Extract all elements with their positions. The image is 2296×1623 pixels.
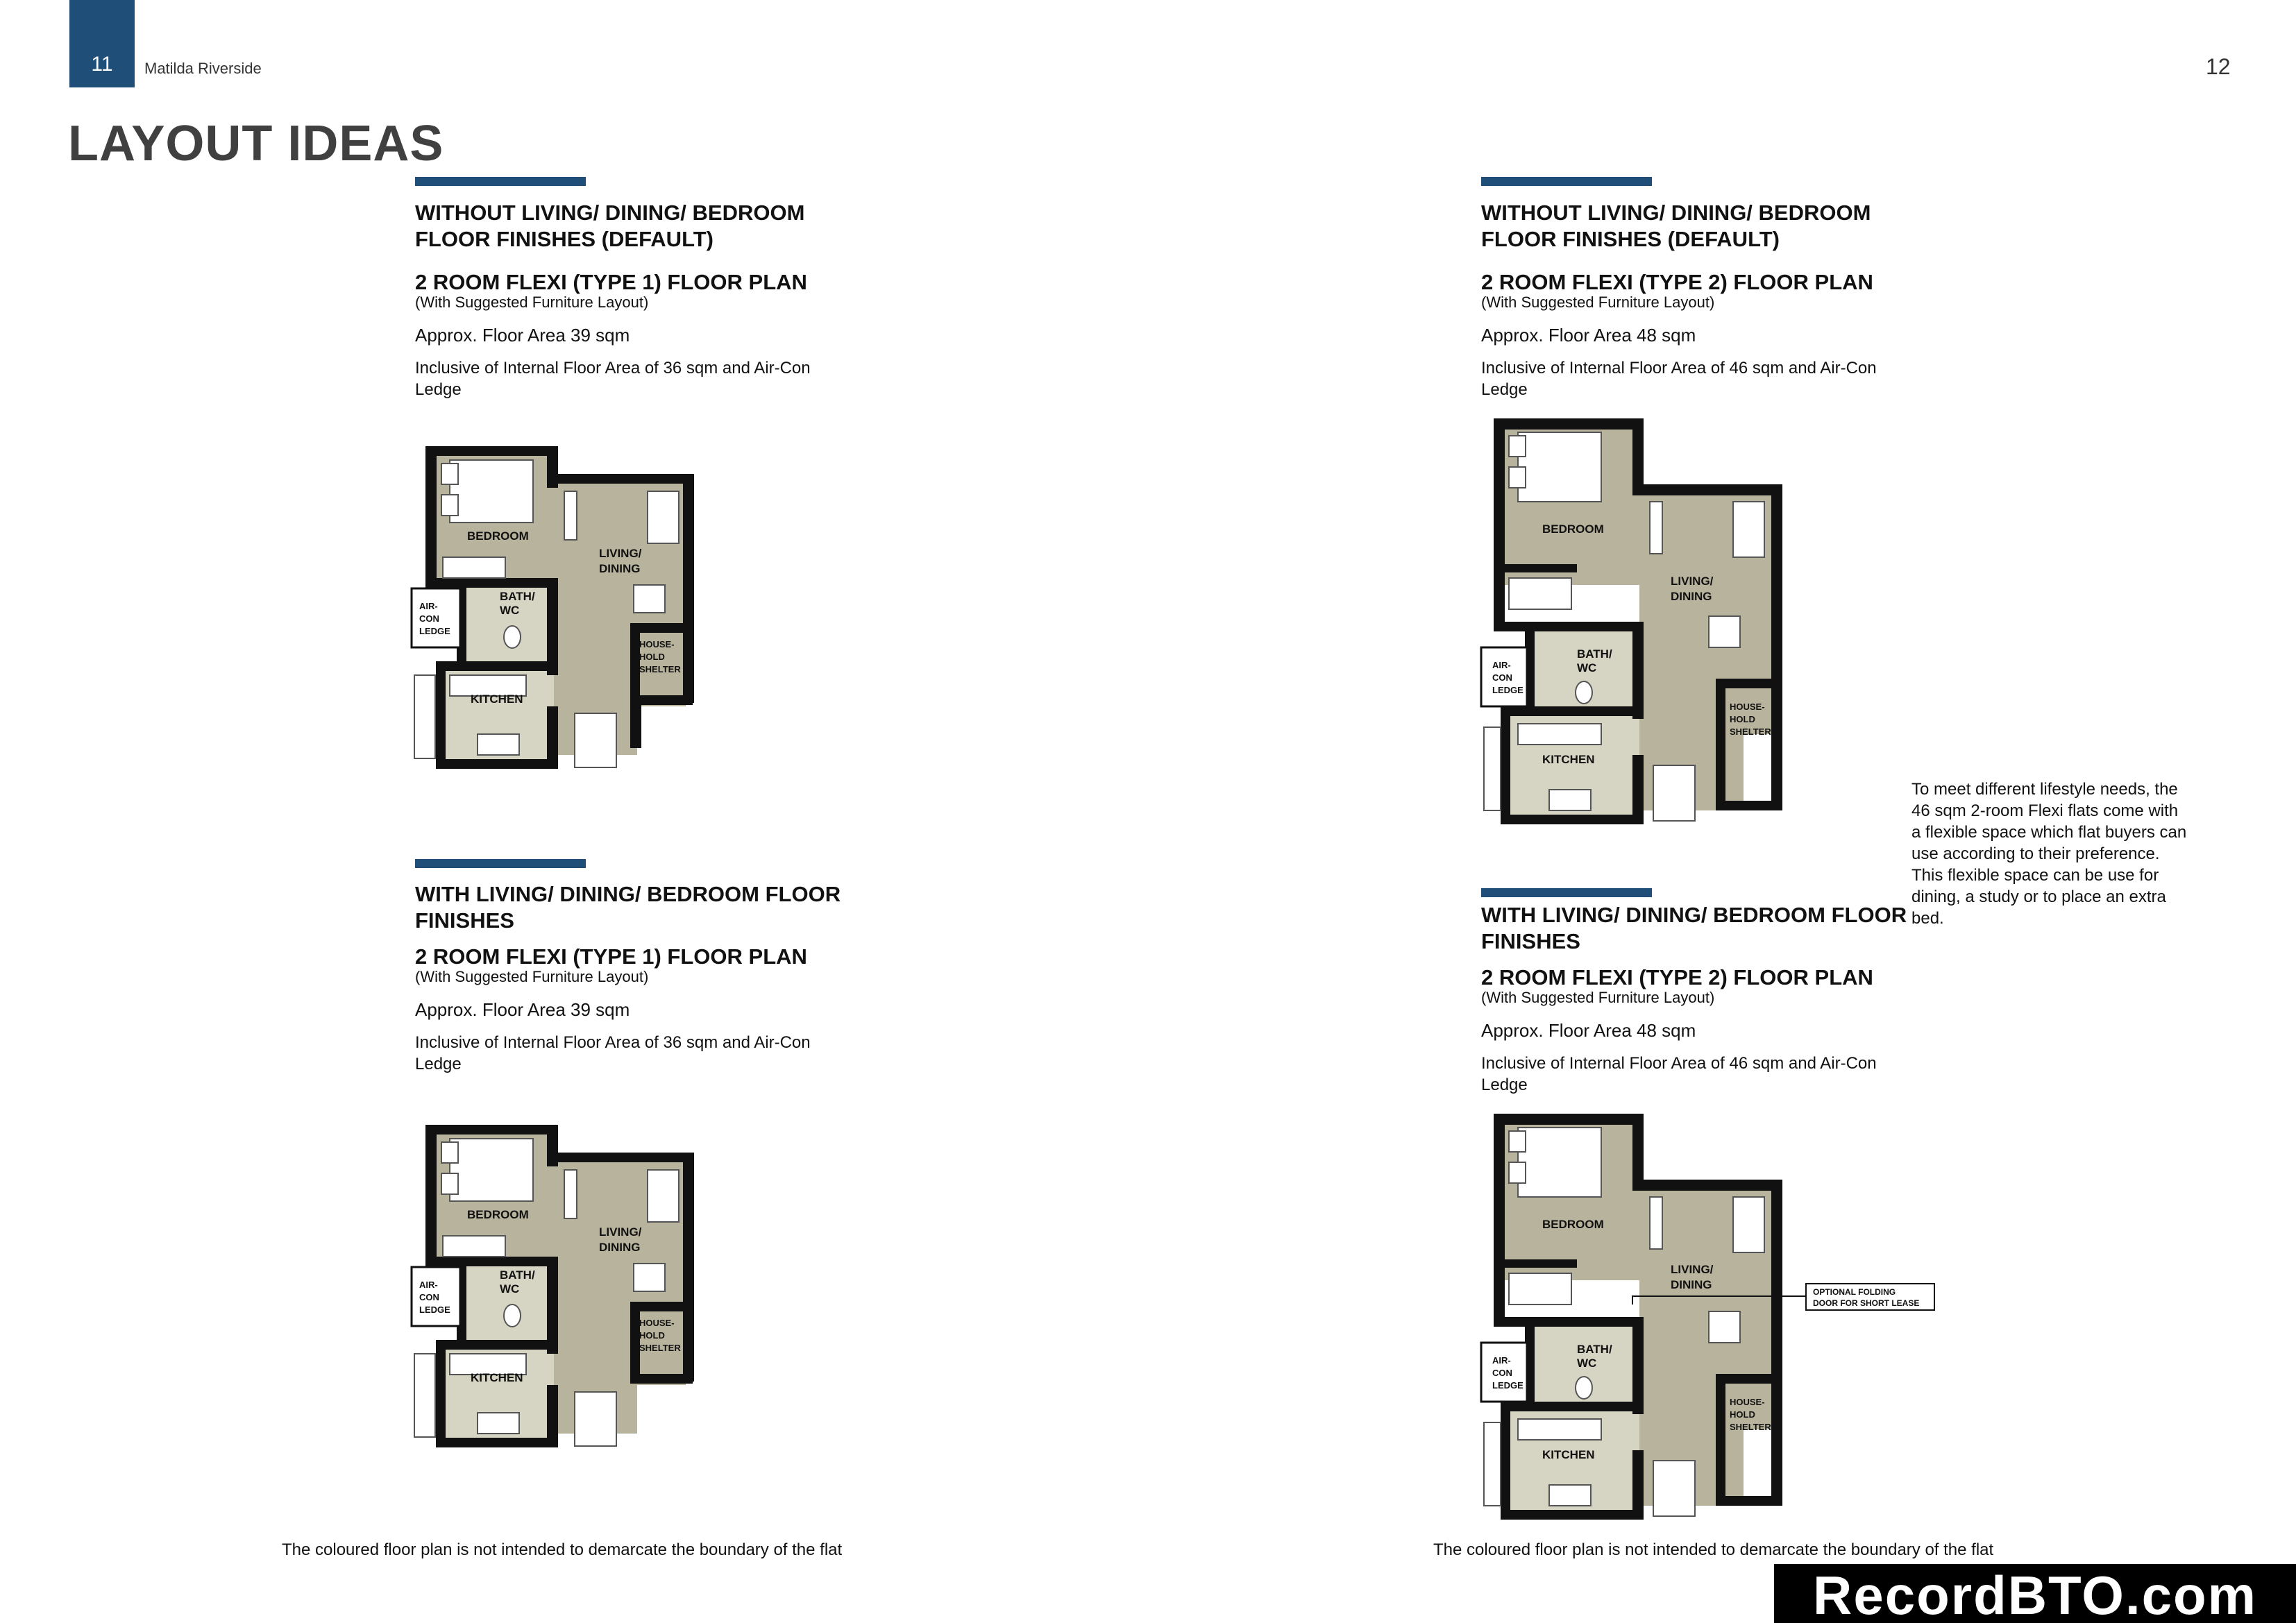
label-bath: BATH/: [500, 1268, 535, 1282]
label-wc: WC: [1577, 661, 1597, 674]
label-air: AIR-: [1492, 660, 1511, 670]
label-bedroom: BEDROOM: [1542, 1218, 1604, 1231]
label-dining: DINING: [599, 562, 641, 575]
floor-plan-type2-with-folding-door: [1480, 1110, 1966, 1530]
label-air: AIR-: [419, 601, 438, 611]
inclusive-area: Inclusive of Internal Floor Area of 36 sqm and Air-Con Ledge: [415, 359, 811, 399]
label-ledge: LEDGE: [419, 626, 450, 636]
label-shelter: SHELTER: [639, 664, 681, 674]
label-air: AIR-: [1492, 1355, 1511, 1366]
plan-title: 2 ROOM FLEXI (TYPE 2) FLOOR PLAN: [1481, 270, 1873, 294]
label-wc: WC: [500, 1282, 520, 1295]
label-con: CON: [419, 1292, 439, 1302]
plan-block-type1-default: [415, 200, 859, 400]
label-ledge: LEDGE: [1492, 685, 1523, 695]
section-bar: [1481, 888, 1652, 897]
label-con: CON: [1492, 672, 1512, 683]
label-bedroom: BEDROOM: [467, 529, 529, 543]
section-heading: WITHOUT LIVING/ DINING/ BEDROOM FLOOR FINISHES (DEFAULT): [415, 201, 805, 251]
label-shelter: SHELTER: [1730, 726, 1771, 737]
label-hold: HOLD: [1730, 714, 1755, 724]
label-wc: WC: [500, 604, 520, 617]
label-house: HOUSE-: [639, 639, 675, 649]
label-ledge: LEDGE: [1492, 1380, 1523, 1391]
label-wc: WC: [1577, 1357, 1597, 1370]
plan-subtitle: (With Suggested Furniture Layout): [415, 294, 649, 311]
left-page-number: 11: [69, 0, 135, 87]
label-kitchen: KITCHEN: [471, 1371, 523, 1384]
callout-line-2: DOOR FOR SHORT LEASE: [1813, 1298, 1920, 1308]
label-house: HOUSE-: [639, 1318, 675, 1328]
footer-note-left: The coloured floor plan is not intended to demarcate the boundary of the flat: [282, 1540, 843, 1559]
floor-plan-type2: [1480, 415, 1792, 835]
label-house: HOUSE-: [1730, 1397, 1765, 1407]
section-bar: [415, 859, 586, 868]
plan-subtitle: (With Suggested Furniture Layout): [1481, 989, 1715, 1006]
label-bath: BATH/: [1577, 1343, 1612, 1356]
plan-block-type2-default: [1481, 200, 1925, 400]
label-living: LIVING/: [1671, 1263, 1714, 1276]
section-heading: WITHOUT LIVING/ DINING/ BEDROOM FLOOR FINISHES (DEFAULT): [1481, 201, 1871, 251]
project-name: Matilda Riverside: [144, 60, 262, 77]
label-living: LIVING/: [599, 1225, 642, 1239]
plan-subtitle: (With Suggested Furniture Layout): [1481, 294, 1715, 311]
label-dining: DINING: [599, 1241, 641, 1254]
label-hold: HOLD: [639, 652, 665, 662]
label-bedroom: BEDROOM: [1542, 522, 1604, 536]
label-living: LIVING/: [1671, 575, 1714, 588]
label-dining: DINING: [1671, 590, 1712, 603]
label-kitchen: KITCHEN: [1542, 1448, 1595, 1461]
floor-area: Approx. Floor Area 48 sqm: [1481, 325, 1696, 346]
right-page-number: 12: [2206, 54, 2231, 79]
label-con: CON: [419, 613, 439, 624]
section-bar: [1481, 177, 1652, 186]
label-hold: HOLD: [639, 1330, 665, 1341]
label-shelter: SHELTER: [639, 1343, 681, 1353]
label-bath: BATH/: [500, 590, 535, 603]
floor-plan-type1: [408, 436, 707, 772]
label-ledge: LEDGE: [419, 1305, 450, 1315]
floor-plan-type1: [408, 1114, 707, 1451]
label-kitchen: KITCHEN: [471, 692, 523, 706]
floor-area: Approx. Floor Area 39 sqm: [415, 325, 630, 346]
label-air: AIR-: [419, 1280, 438, 1290]
plan-block-type2-finishes: [1481, 902, 1925, 1096]
page-title: LAYOUT IDEAS: [68, 116, 444, 171]
label-living: LIVING/: [599, 547, 642, 560]
plan-title: 2 ROOM FLEXI (TYPE 1) FLOOR PLAN: [415, 944, 807, 969]
plan-title: 2 ROOM FLEXI (TYPE 1) FLOOR PLAN: [415, 270, 807, 294]
section-bar: [415, 177, 586, 186]
label-bath: BATH/: [1577, 647, 1612, 661]
label-house: HOUSE-: [1730, 702, 1765, 712]
section-heading: WITH LIVING/ DINING/ BEDROOM FLOOR FINISHES: [1481, 903, 1907, 953]
side-note: To meet different lifestyle needs, the 46 sqm 2-room Flexi flats come with a flexible space which flat buyers can use according to their preference. This flexible space can be use for dining, a study or to place an extra bed.: [1911, 780, 2187, 928]
inclusive-area: Inclusive of Internal Floor Area of 46 sqm and Air-Con Ledge: [1481, 1054, 1877, 1094]
inclusive-area: Inclusive of Internal Floor Area of 46 sqm and Air-Con Ledge: [1481, 359, 1877, 399]
label-bedroom: BEDROOM: [467, 1208, 529, 1221]
plan-subtitle: (With Suggested Furniture Layout): [415, 968, 649, 985]
floor-area: Approx. Floor Area 48 sqm: [1481, 1020, 1696, 1041]
watermark-logo: RecordBTO.com: [1774, 1564, 2296, 1623]
floor-area: Approx. Floor Area 39 sqm: [415, 999, 630, 1020]
inclusive-area: Inclusive of Internal Floor Area of 36 sqm and Air-Con Ledge: [415, 1033, 811, 1073]
callout-line-1: OPTIONAL FOLDING: [1813, 1287, 1896, 1297]
label-con: CON: [1492, 1368, 1512, 1378]
label-dining: DINING: [1671, 1278, 1712, 1291]
label-shelter: SHELTER: [1730, 1422, 1771, 1432]
footer-note-right: The coloured floor plan is not intended to demarcate the boundary of the flat: [1433, 1540, 1994, 1559]
plan-block-type1-finishes: [415, 881, 859, 1075]
label-hold: HOLD: [1730, 1409, 1755, 1420]
plan-title: 2 ROOM FLEXI (TYPE 2) FLOOR PLAN: [1481, 965, 1873, 989]
section-heading: WITH LIVING/ DINING/ BEDROOM FLOOR FINISHES: [415, 882, 841, 933]
label-kitchen: KITCHEN: [1542, 753, 1595, 766]
